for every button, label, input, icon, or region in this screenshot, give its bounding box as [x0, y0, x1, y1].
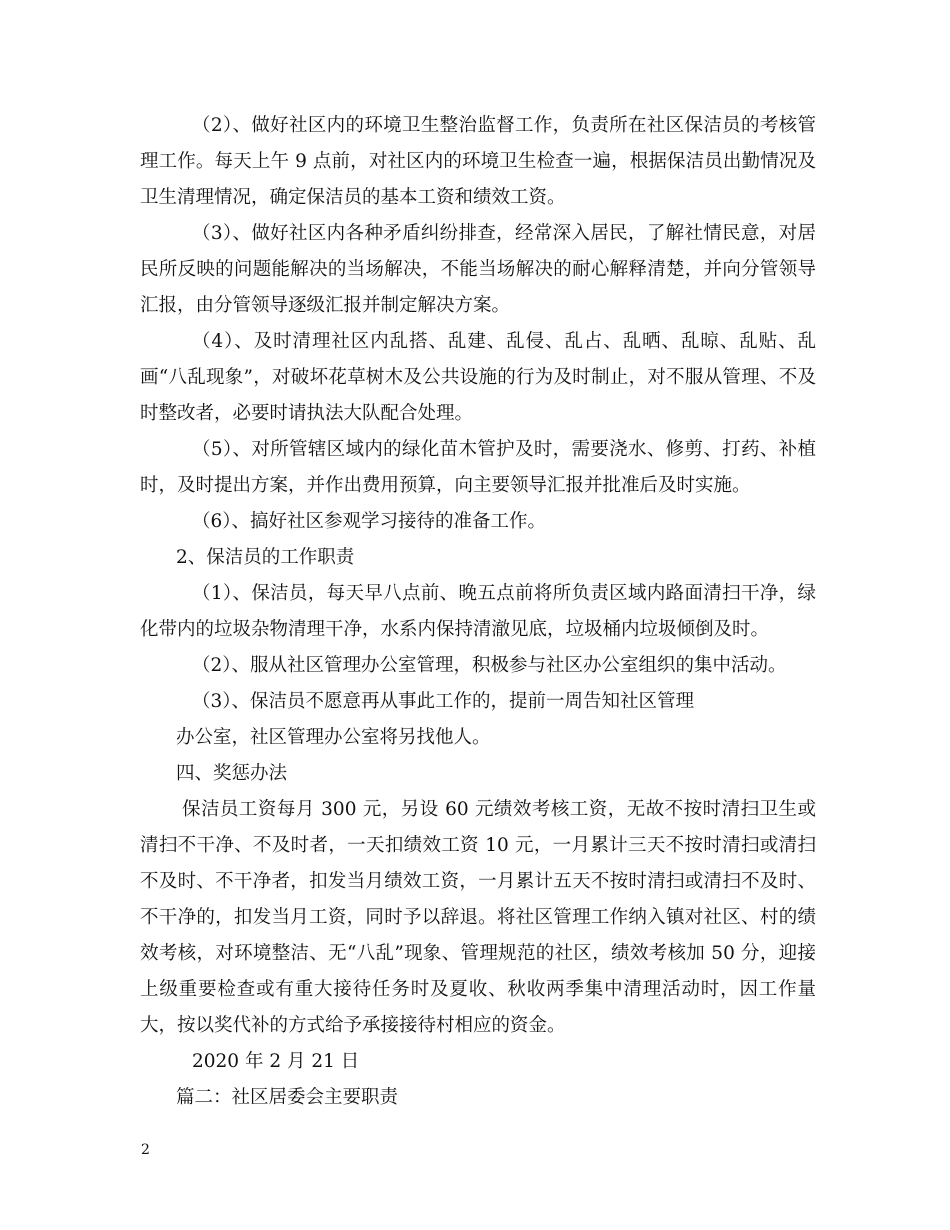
paragraph-duty-6: （6）、搞好社区参观学习接待的准备工作。 [192, 511, 547, 532]
page-number: 2 [141, 1142, 150, 1158]
document-date: 2020 年 2 月 21 日 [192, 1051, 360, 1072]
paragraph-cleaner-duty-1: （1）、保洁员，每天早八点前、晚五点前将所负责区域内路面清扫干净，绿化带内的垃圾杂物清理干净，水系内保持清澈见底，垃圾桶内垃圾倾倒及时。 [140, 583, 816, 640]
paragraph-cleaner-duty-3: （3）、保洁员不愿意再从事此工作的，提前一周告知社区管理 [192, 691, 695, 712]
chapter-two-title: 篇二：社区居委会主要职责 [176, 1087, 399, 1108]
paragraph-cleaner-duty-2: （2）、服从社区管理办公室管理，积极参与社区办公室组织的集中活动。 [192, 655, 787, 676]
paragraph-rewards-penalties: 保洁员工资每月 300 元，另设 60 元绩效考核工资，无故不按时清扫卫生或清扫不干净、不及时者，一天扣绩效工资 10 元，一月累计三天不按时清扫或清扫不及时、不干净者，扣发当月绩效工资，一月累计五天不按时清扫或清扫不及时、不干净的，扣发当月工资，同时予以辞退。将社区管理工作纳入镇对社区、村的绩效考核，对环境整洁、无“八乱”现象、管理规范的社区，绩效考核加 50 分，迎接上级重要检查或有重大接待任务时及夏收、秋收两季集中清理活动时，因工作量大，按以奖代补的方式给予承接接待村相应的资金。 [140, 799, 816, 1036]
paragraph-duty-5: （5）、对所管辖区域内的绿化苗木管护及时，需要浇水、修剪、打药、补植时，及时提出方案，并作出费用预算，向主要领导汇报并批准后及时实施。 [140, 439, 816, 496]
paragraph-duty-2: （2）、做好社区内的环境卫生整治监督工作，负责所在社区保洁员的考核管理工作。每天上午 9 点前，对社区内的环境卫生检查一遍，根据保洁员出勤情况及卫生清理情况，确定保洁员的基本工资和绩效工资。 [140, 115, 816, 208]
paragraph-duty-4: （4）、及时清理社区内乱搭、乱建、乱侵、乱占、乱晒、乱晾、乱贴、乱画“八乱现象”，对破坏花草树木及公共设施的行为及时制止，对不服从管理、不及时整改者，必要时请执法大队配合处理。 [140, 331, 816, 424]
section-heading-cleaner-duties: 2、保洁员的工作职责 [176, 547, 355, 568]
paragraph-duty-3: （3）、做好社区内各种矛盾纠纷排查，经常深入居民，了解社情民意，对居民所反映的问题能解决的当场解决，不能当场解决的耐心解释清楚，并向分管领导汇报，由分管领导逐级汇报并制定解决方案。 [140, 223, 816, 316]
document-body [140, 108, 816, 1116]
section-heading-rewards-penalties: 四、奖惩办法 [176, 763, 288, 784]
paragraph-cleaner-duty-3-continued: 办公室，社区管理办公室将另找他人。 [176, 727, 491, 748]
